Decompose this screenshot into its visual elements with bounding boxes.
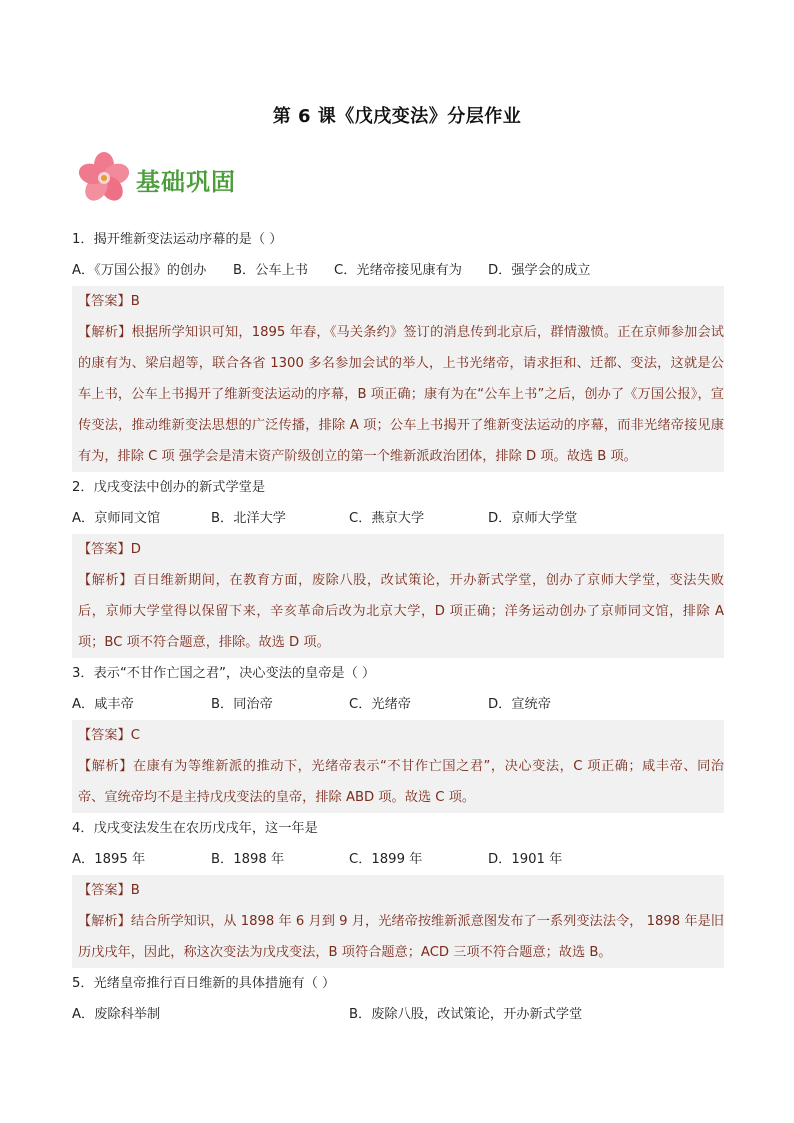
question-list (72, 224, 724, 1030)
option-c: C．燕京大学 (349, 511, 425, 526)
page-title: 第 6 课《戊戌变法》分层作业 (272, 106, 522, 127)
answer-line: 【答案】C (78, 728, 140, 743)
option-d: D．宣统帝 (488, 697, 551, 712)
analysis-text: 【解析】在康有为等维新派的推动下，光绪帝表示“不甘作亡国之君”，决心变法，C 项正确；咸丰帝、同治帝、宣统帝均不是主持戊戌变法的皇帝，排除 ABD 项。故选 C 项。 (78, 759, 724, 805)
analysis-text: 【解析】结合所学知识，从 1898 年 6 月到 9 月，光绪帝按维新派意图发布了一系列变法法令， 1898 年是旧历戊戌年，因此，称这次变法为戊戌变法，B 项符合题意；ACD 三项不符合题意；故选 B。 (78, 914, 724, 960)
option-c: C．1899 年 (349, 852, 423, 867)
section-header (76, 150, 276, 206)
question-stem: 5．光绪皇帝推行百日维新的具体措施有（ ） (72, 976, 336, 991)
section-title: 基础巩固 (136, 168, 236, 196)
option-d: D．强学会的成立 (488, 263, 591, 278)
option-a: A．咸丰帝 (72, 697, 134, 712)
flower-icon (76, 150, 138, 206)
option-d: D．1901 年 (488, 852, 563, 867)
option-b: B．废除八股，改试策论，开办新式学堂 (349, 1007, 583, 1022)
question-options (72, 255, 724, 286)
question-options (72, 689, 724, 720)
option-b: B．北洋大学 (211, 511, 286, 526)
option-a: A．废除科举制 (72, 1007, 161, 1022)
answer-line: 【答案】D (78, 542, 141, 557)
question-stem: 1．揭开维新变法运动序幕的是（ ） (72, 232, 283, 247)
analysis-text: 【解析】根据所学知识可知，1895 年春，《马关条约》签订的消息传到北京后，群情激愤。正在京师参加会试的康有为、梁启超等，联合各省 1300 多名参加会试的举人，上书光绪帝，请求拒和、迁都、变法，这就是公车上书，公车上书揭开了维新变法运动的序幕，B 项正确；康有为在“公车上书”之后，创办了《万国公报》，宣传变法，推动维新变法思想的广泛传播，排除 A 项；公车上书揭开了维新变法运动的序幕，而非光绪帝接见康有为，排除 C 项 强学会是清末资产阶级创立的第一个维新派政治团体，排除 D 项。故选 B 项。 (78, 325, 724, 464)
question-options (72, 844, 724, 875)
option-b: B．同治帝 (211, 697, 273, 712)
answer-box (72, 534, 724, 658)
option-c: C．光绪帝接见康有为 (334, 263, 462, 278)
question-stem: 4．戊戌变法发生在农历戊戌年，这一年是 (72, 821, 318, 836)
answer-line: 【答案】B (78, 294, 140, 309)
answer-box (72, 875, 724, 968)
question-stem: 3．表示“不甘作亡国之君”，决心变法的皇帝是（ ） (72, 666, 376, 681)
answer-line: 【答案】B (78, 883, 140, 898)
question-stem: 2．戊戌变法中创办的新式学堂是 (72, 480, 266, 495)
question-options (72, 999, 724, 1030)
option-b: B．1898 年 (211, 852, 285, 867)
analysis-text: 【解析】百日维新期间，在教育方面，废除八股，改试策论，开办新式学堂，创办了京师大学堂，变法失败后，京师大学堂得以保留下来，辛亥革命后改为北京大学，D 项正确；洋务运动创办了京师同文馆，排除 A 项；BC 项不符合题意，排除。故选 D 项。 (78, 573, 724, 650)
option-c: C．光绪帝 (349, 697, 411, 712)
option-b: B．公车上书 (233, 263, 308, 278)
question-options (72, 503, 724, 534)
option-a: A．1895 年 (72, 852, 146, 867)
option-a: A．京师同文馆 (72, 511, 161, 526)
answer-box (72, 286, 724, 472)
answer-box (72, 720, 724, 813)
option-d: D．京师大学堂 (488, 511, 578, 526)
option-a: A．《万国公报》的创办 (72, 263, 207, 278)
